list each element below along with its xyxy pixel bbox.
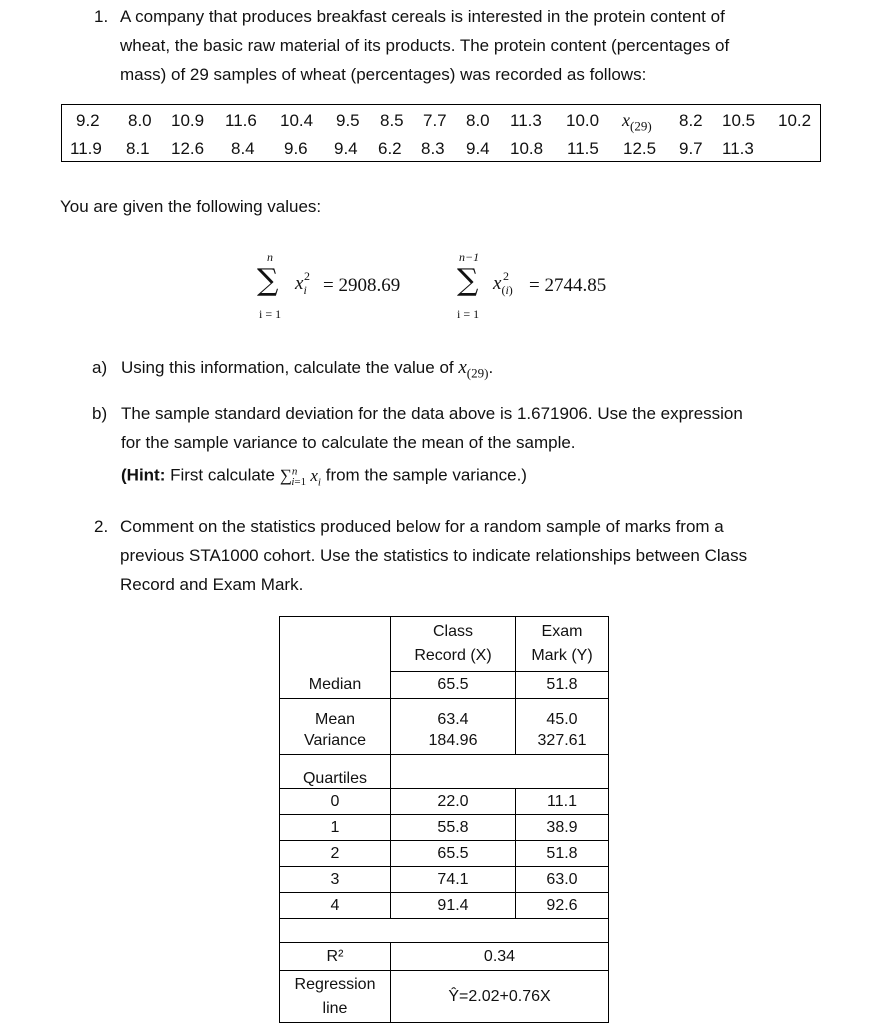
- data-cell: 8.0: [128, 111, 152, 130]
- data-cell: 10.9: [171, 111, 205, 130]
- row-label: R²: [280, 943, 391, 971]
- text-line: for the sample variance to calculate the mean of the sample.: [121, 433, 576, 452]
- quartile-index: 3: [280, 867, 391, 893]
- header-text: Record (X): [414, 647, 492, 664]
- quartile-index: 4: [280, 893, 391, 919]
- statistics-table: [279, 616, 609, 1023]
- data-cell: 10.5: [722, 111, 756, 130]
- data-cell: 9.6: [284, 139, 308, 158]
- cell-y: 63.0: [516, 867, 609, 893]
- sum-term: $x_{(i)}$: [493, 273, 513, 297]
- sigma-icon: ∑: [457, 263, 479, 298]
- cell-x: 91.4: [391, 893, 516, 919]
- data-cell: 9.5: [336, 111, 360, 130]
- x29-symbol: $x_{(29)}$: [622, 110, 652, 134]
- x29-symbol: x: [458, 357, 467, 378]
- sum-inline: ∑$^n_{i=1}$ $x_i$: [279, 465, 321, 489]
- r2-value: 0.34: [391, 943, 609, 971]
- text-line: A company that produces breakfast cereals is interested in the protein content of: [120, 7, 725, 26]
- table-row: [280, 841, 609, 867]
- cell-y: 11.1: [516, 789, 609, 815]
- header-text: Class: [432, 623, 473, 640]
- cell-x: 74.1: [391, 867, 516, 893]
- cell-y: 51.8: [516, 841, 609, 867]
- sum-upper-limit: n−1: [459, 250, 480, 264]
- data-table: [61, 104, 821, 162]
- cell-x: 55.8: [391, 815, 516, 841]
- r2-row: [280, 943, 609, 971]
- data-cell: 8.3: [421, 139, 445, 158]
- text-line: wheat, the basic raw material of its products. The protein content (percentages of: [120, 36, 730, 55]
- data-cell: 8.0: [466, 111, 490, 130]
- header-exam-mark: [516, 617, 609, 672]
- regression-equation: Ŷ=2.02+0.76X: [391, 971, 609, 1023]
- row-label: Median: [280, 672, 391, 699]
- data-cell: 11.3: [722, 139, 754, 158]
- header-text: Mark (Y): [531, 647, 593, 664]
- sum-value: = 2908.69: [323, 275, 401, 296]
- sigma-icon: ∑: [257, 263, 279, 298]
- sum-value: = 2744.85: [529, 275, 607, 296]
- text-line: The sample standard deviation for the data above is 1.671906. Use the expression: [121, 404, 743, 423]
- sum-lower-limit: i = 1: [457, 307, 480, 321]
- data-cell: 10.4: [280, 111, 314, 130]
- data-cell: 10.2: [778, 111, 812, 130]
- text-line: Comment on the statistics produced below for a random sample of marks from a: [120, 517, 724, 536]
- cell-x: 63.4: [391, 699, 516, 729]
- quartiles-header-row: [280, 755, 609, 789]
- data-cell: 8.2: [679, 111, 703, 130]
- question-text: [120, 2, 850, 89]
- data-cell: 11.5: [567, 139, 599, 158]
- given-values-intro: You are given the following values:: [60, 197, 322, 216]
- table-row: [280, 729, 609, 755]
- data-cell: 11.9: [70, 139, 102, 158]
- row-label: Variance: [280, 729, 391, 755]
- hint-line: [121, 457, 851, 497]
- sum-term-exp: 2: [304, 269, 310, 283]
- cell-x: 65.5: [391, 672, 516, 699]
- cell-x: 184.96: [391, 729, 516, 755]
- table-row: [280, 867, 609, 893]
- cell-x: 65.5: [391, 841, 516, 867]
- sum-term: $x_i$: [295, 273, 307, 297]
- cell-x: 22.0: [391, 789, 516, 815]
- quartile-index: 0: [280, 789, 391, 815]
- data-cell: 8.5: [380, 111, 404, 130]
- data-cell: 8.4: [231, 139, 255, 158]
- row-label: [280, 971, 391, 1023]
- question-number: 2.: [94, 517, 109, 536]
- part-a-text: Using this information, calculate the value of: [121, 358, 454, 377]
- part-label: a): [92, 358, 108, 377]
- quartile-index: 1: [280, 815, 391, 841]
- data-cell: 11.3: [510, 111, 542, 130]
- data-cell: 7.7: [423, 111, 447, 130]
- data-row-2: [62, 135, 820, 163]
- text-line: previous STA1000 cohort. Use the statistics to indicate relationships between Class: [120, 546, 748, 565]
- data-cell: 11.6: [225, 111, 257, 130]
- spacer-row: [280, 919, 609, 943]
- sum-formula-2: [455, 250, 655, 325]
- sum-term-exp: 2: [503, 269, 509, 283]
- data-cell: 9.2: [76, 111, 100, 130]
- empty-cell: [391, 755, 609, 789]
- data-cell: 12.5: [623, 139, 657, 158]
- sum-upper-limit: n: [267, 250, 273, 264]
- table-row: [280, 815, 609, 841]
- header-text: Exam: [541, 623, 583, 640]
- table-row: [280, 893, 609, 919]
- text-line: mass) of 29 samples of wheat (percentages) was recorded as follows:: [120, 65, 647, 84]
- table-row: [280, 699, 609, 729]
- question-text: [120, 512, 850, 599]
- part-label: b): [92, 404, 108, 423]
- data-row-1: [62, 107, 820, 135]
- data-cell: 12.6: [171, 139, 205, 158]
- text-line: Record and Exam Mark.: [120, 575, 304, 594]
- cell-y: 38.9: [516, 815, 609, 841]
- data-cell: 6.2: [378, 139, 402, 158]
- question-number: 1.: [94, 7, 109, 26]
- label-text: Regression: [294, 975, 376, 993]
- empty-cell: [280, 919, 609, 943]
- table-row: [280, 672, 609, 699]
- sum-lower-limit: i = 1: [259, 307, 282, 321]
- hint-text: First calculate: [170, 465, 275, 485]
- regression-row: [280, 971, 609, 1023]
- hint-bold: (Hint:: [121, 465, 166, 485]
- part-text: Using this information, calculate the value of $x_{(29)}$.: [121, 357, 494, 381]
- label-text: line: [322, 999, 348, 1017]
- cell-y: 327.61: [516, 729, 609, 755]
- data-cell: 9.4: [334, 139, 358, 158]
- header-class-record: [391, 617, 516, 672]
- part-text: [121, 399, 851, 497]
- data-cell: 9.4: [466, 139, 490, 158]
- cell-y: 45.0: [516, 699, 609, 729]
- cell-y: 92.6: [516, 893, 609, 919]
- cell-y: 51.8: [516, 672, 609, 699]
- header-row: [280, 617, 609, 672]
- sum-formula-1: [255, 250, 435, 325]
- data-cell: 8.1: [126, 139, 150, 158]
- data-cell: 10.0: [566, 111, 600, 130]
- data-cell: 9.7: [679, 139, 703, 158]
- quartile-index: 2: [280, 841, 391, 867]
- table-row: [280, 789, 609, 815]
- data-cell: 10.8: [510, 139, 544, 158]
- row-label: Quartiles: [280, 755, 391, 789]
- hint-text: from the sample variance.): [325, 465, 527, 485]
- row-label: Mean: [280, 699, 391, 729]
- header-empty: [280, 617, 391, 672]
